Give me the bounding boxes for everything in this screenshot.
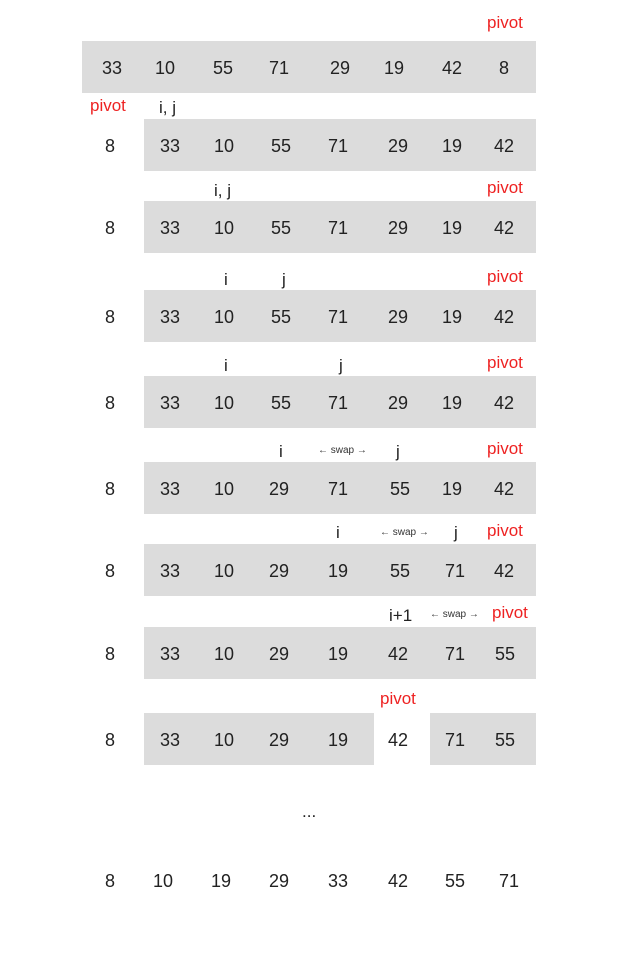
row-2-cell-2: 10 bbox=[213, 218, 235, 238]
row-6-cell-7: 42 bbox=[493, 561, 515, 581]
row-7-cell-1: 33 bbox=[159, 644, 181, 664]
row-1-cell-2: 10 bbox=[213, 136, 235, 156]
row-2-cell-4: 71 bbox=[327, 218, 349, 238]
row-3-pivot-label: pivot bbox=[487, 267, 523, 286]
row-5-cell-4: 71 bbox=[327, 479, 349, 499]
row-5-cell-2: 10 bbox=[213, 479, 235, 499]
row-1-cell-0: 8 bbox=[104, 136, 115, 156]
row-5-cell-1: 33 bbox=[159, 479, 181, 499]
row-4-cell-2: 10 bbox=[213, 393, 235, 413]
row-1-cell-7: 42 bbox=[493, 136, 515, 156]
row-5-cell-0: 8 bbox=[104, 479, 115, 499]
row-3-cell-4: 71 bbox=[327, 307, 349, 327]
row-2-cell-3: 55 bbox=[270, 218, 292, 238]
row-4-cell-0: 8 bbox=[104, 393, 115, 413]
row-2-cell-7: 42 bbox=[493, 218, 515, 238]
row-0-pivot-label: pivot bbox=[487, 13, 523, 32]
row-5-cell-5: 55 bbox=[389, 479, 411, 499]
row-5-cell-3: 29 bbox=[268, 479, 290, 499]
sorted-cell-2: 19 bbox=[210, 871, 232, 891]
row-6-i-label: i bbox=[336, 523, 340, 542]
row-1-cell-4: 71 bbox=[327, 136, 349, 156]
row-8-cell-5: 42 bbox=[387, 730, 409, 750]
row-5-pivot-label: pivot bbox=[487, 439, 523, 458]
row-2-cell-0: 8 bbox=[104, 218, 115, 238]
row-7-cell-7: 55 bbox=[494, 644, 516, 664]
row-0-cell-6: 42 bbox=[441, 58, 463, 78]
row-6-j-label: j bbox=[454, 523, 458, 542]
row-6-cell-5: 55 bbox=[389, 561, 411, 581]
sorted-cell-4: 33 bbox=[327, 871, 349, 891]
sorted-cell-5: 42 bbox=[387, 871, 409, 891]
row-6-cell-1: 33 bbox=[159, 561, 181, 581]
row-3-j-label: j bbox=[282, 270, 286, 289]
row-1-cell-6: 19 bbox=[441, 136, 463, 156]
row-4-cell-6: 19 bbox=[441, 393, 463, 413]
row-3-cell-2: 10 bbox=[213, 307, 235, 327]
sorted-cell-0: 8 bbox=[104, 871, 115, 891]
row-0-cell-5: 19 bbox=[383, 58, 405, 78]
row-3-cell-6: 19 bbox=[441, 307, 463, 327]
row-7-cell-2: 10 bbox=[213, 644, 235, 664]
row-8-cell-1: 33 bbox=[159, 730, 181, 750]
row-3-cell-7: 42 bbox=[493, 307, 515, 327]
row-1-cell-3: 55 bbox=[270, 136, 292, 156]
row-5-i-label: i bbox=[279, 442, 283, 461]
row-6-cell-0: 8 bbox=[104, 561, 115, 581]
row-3-cell-0: 8 bbox=[104, 307, 115, 327]
row-7-i-plus-1-label: i+1 bbox=[389, 606, 413, 625]
row-6-swap-label: ← swap → bbox=[380, 527, 429, 538]
row-4-cell-7: 42 bbox=[493, 393, 515, 413]
row-2-ij-label: i, j bbox=[214, 181, 231, 200]
row-0-cell-3: 71 bbox=[268, 58, 290, 78]
row-5-j-label: j bbox=[396, 442, 400, 461]
row-3-cell-5: 29 bbox=[387, 307, 409, 327]
row-6-cell-6: 71 bbox=[444, 561, 466, 581]
row-8-cell-3: 29 bbox=[268, 730, 290, 750]
row-3-cell-3: 55 bbox=[270, 307, 292, 327]
sorted-cell-7: 71 bbox=[498, 871, 520, 891]
row-7-pivot-label: pivot bbox=[492, 603, 528, 622]
row-4-cell-5: 29 bbox=[387, 393, 409, 413]
row-8-cell-0: 8 bbox=[104, 730, 115, 750]
row-8-cell-7: 55 bbox=[494, 730, 516, 750]
row-8-pivot-label: pivot bbox=[380, 689, 416, 708]
row-0-cell-1: 10 bbox=[154, 58, 176, 78]
row-7-cell-4: 19 bbox=[327, 644, 349, 664]
row-5-swap-label: ← swap → bbox=[318, 445, 367, 456]
row-4-j-label: j bbox=[339, 356, 343, 375]
row-0-cell-0: 33 bbox=[101, 58, 123, 78]
row-7-cell-0: 8 bbox=[104, 644, 115, 664]
row-4-cell-3: 55 bbox=[270, 393, 292, 413]
row-4-cell-1: 33 bbox=[159, 393, 181, 413]
row-2-cell-1: 33 bbox=[159, 218, 181, 238]
row-4-i-label: i bbox=[224, 356, 228, 375]
row-0-cell-4: 29 bbox=[329, 58, 351, 78]
row-6-cell-3: 29 bbox=[268, 561, 290, 581]
sorted-cell-3: 29 bbox=[268, 871, 290, 891]
row-1-pivot-label: pivot bbox=[90, 96, 126, 115]
row-6-cell-2: 10 bbox=[213, 561, 235, 581]
row-7-cell-6: 71 bbox=[444, 644, 466, 664]
row-4-pivot-label: pivot bbox=[487, 353, 523, 372]
row-3-cell-1: 33 bbox=[159, 307, 181, 327]
row-1-ij-label: i, j bbox=[159, 98, 176, 117]
row-4-cell-4: 71 bbox=[327, 393, 349, 413]
row-8-cell-4: 19 bbox=[327, 730, 349, 750]
row-0-cell-7: 8 bbox=[498, 58, 509, 78]
row-7-cell-5: 42 bbox=[387, 644, 409, 664]
row-8-cell-6: 71 bbox=[444, 730, 466, 750]
row-0-cell-2: 55 bbox=[212, 58, 234, 78]
row-5-cell-6: 19 bbox=[441, 479, 463, 499]
row-3-i-label: i bbox=[224, 270, 228, 289]
sorted-cell-6: 55 bbox=[444, 871, 466, 891]
row-1-cell-1: 33 bbox=[159, 136, 181, 156]
row-2-pivot-label: pivot bbox=[487, 178, 523, 197]
sorted-cell-1: 10 bbox=[152, 871, 174, 891]
row-6-pivot-label: pivot bbox=[487, 521, 523, 540]
row-7-cell-3: 29 bbox=[268, 644, 290, 664]
ellipsis: ... bbox=[302, 802, 317, 821]
row-7-swap-label: ← swap → bbox=[430, 609, 479, 620]
row-2-cell-6: 19 bbox=[441, 218, 463, 238]
row-1-cell-5: 29 bbox=[387, 136, 409, 156]
row-2-cell-5: 29 bbox=[387, 218, 409, 238]
row-8-cell-2: 10 bbox=[213, 730, 235, 750]
row-5-cell-7: 42 bbox=[493, 479, 515, 499]
row-6-cell-4: 19 bbox=[327, 561, 349, 581]
